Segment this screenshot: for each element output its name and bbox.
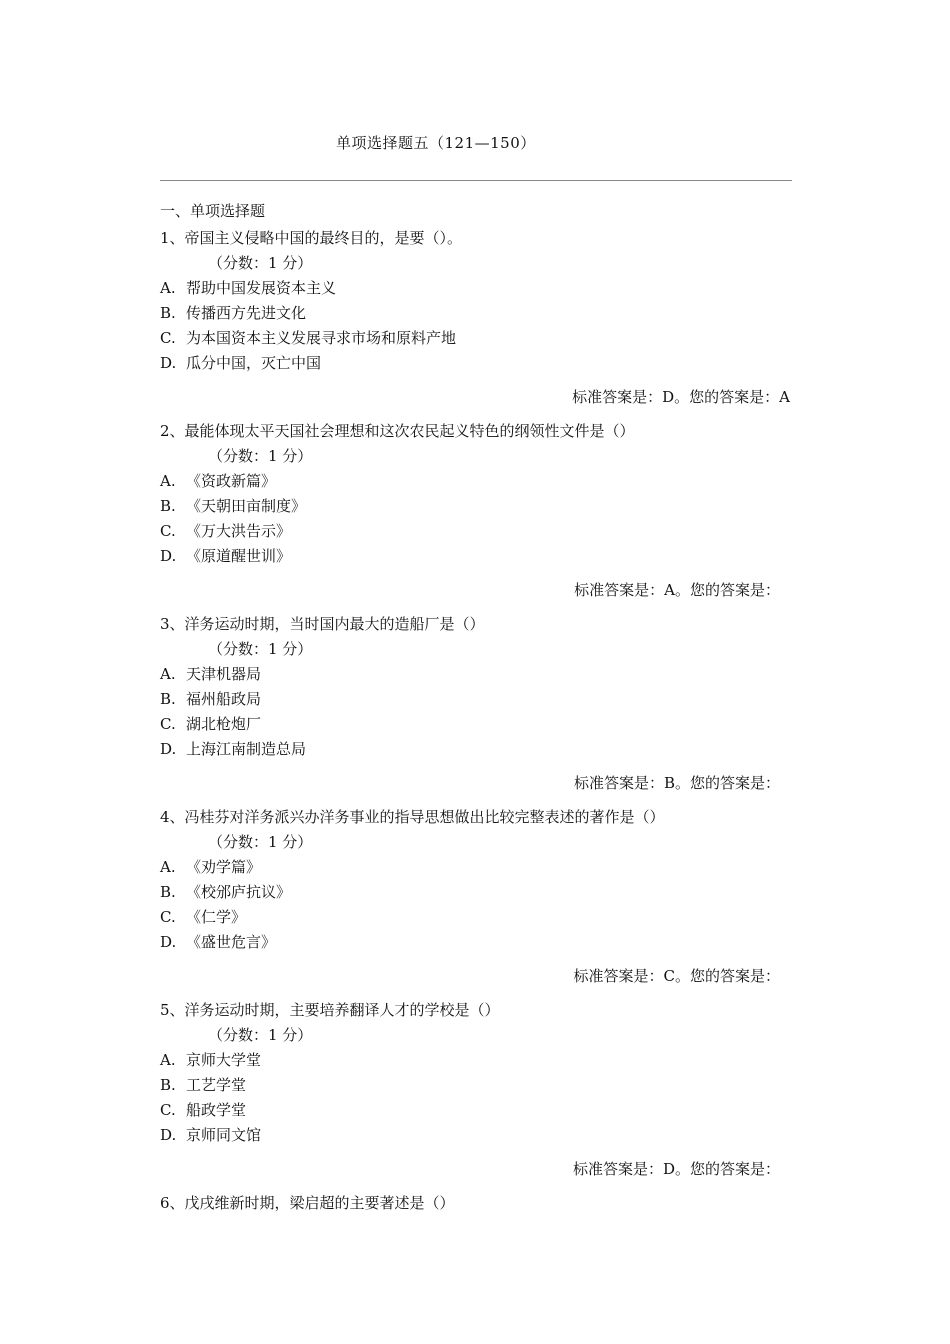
- option-text: 《万大洪告示》: [186, 522, 292, 540]
- option-text: 《劝学篇》: [186, 858, 262, 876]
- option-letter: D.: [160, 354, 177, 372]
- answer-line: 标准答案是：A。您的答案是：: [574, 581, 780, 599]
- option-letter: C.: [160, 522, 176, 540]
- question-score: （分数：1 分）: [208, 254, 313, 272]
- answer-line: 标准答案是：C。您的答案是：: [573, 967, 780, 985]
- option-text: 为本国资本主义发展寻求市场和原料产地: [186, 329, 457, 347]
- question-text: 2、最能体现太平天国社会理想和这次农民起义特色的纲领性文件是（）: [160, 422, 635, 440]
- option-a: [160, 471, 792, 496]
- option-a: [160, 664, 792, 689]
- option-letter: A.: [160, 472, 176, 490]
- option-text: 湖北枪炮厂: [186, 715, 262, 733]
- option-letter: C.: [160, 329, 176, 347]
- option-text: 《资政新篇》: [186, 472, 277, 490]
- option-letter: D.: [160, 547, 177, 565]
- option-c: [160, 714, 792, 739]
- option-letter: D.: [160, 740, 177, 758]
- question-text: 4、冯桂芬对洋务派兴办洋务事业的指导思想做出比较完整表述的著作是（）: [160, 808, 665, 826]
- option-text: 天津机器局: [186, 665, 262, 683]
- option-text: 瓜分中国，灭亡中国: [186, 354, 322, 372]
- answer-line: 标准答案是：D。您的答案是：A: [572, 388, 790, 406]
- option-d: [160, 739, 792, 764]
- option-letter: A.: [160, 665, 176, 683]
- option-text: 工艺学堂: [186, 1076, 247, 1094]
- option-b: [160, 689, 792, 714]
- question-1: [160, 228, 792, 421]
- option-letter: C.: [160, 1101, 176, 1119]
- option-text: 传播西方先进文化: [186, 304, 307, 322]
- question-text: 6、戊戌维新时期，梁启超的主要著述是（）: [160, 1194, 455, 1212]
- option-letter: A.: [160, 858, 176, 876]
- question-2: [160, 421, 792, 614]
- question-list: [160, 228, 792, 1218]
- option-text: 船政学堂: [186, 1101, 247, 1119]
- option-a: [160, 278, 792, 303]
- question-5: [160, 1000, 792, 1193]
- option-text: 《校邠庐抗议》: [186, 883, 292, 901]
- question-text: 5、洋务运动时期，主要培养翻译人才的学校是（）: [160, 1001, 500, 1019]
- question-score: （分数：1 分）: [208, 640, 313, 658]
- option-a: [160, 857, 792, 882]
- question-score: （分数：1 分）: [208, 447, 313, 465]
- option-a: [160, 1050, 792, 1075]
- option-text: 《盛世危言》: [186, 933, 277, 951]
- option-letter: B.: [160, 1076, 176, 1094]
- option-text: 《仁学》: [186, 908, 247, 926]
- option-text: 《原道醒世训》: [186, 547, 292, 565]
- option-letter: C.: [160, 908, 176, 926]
- question-text: 1、帝国主义侵略中国的最终目的，是要（）。: [160, 229, 463, 247]
- option-text: 京师同文馆: [186, 1126, 262, 1144]
- question-score: （分数：1 分）: [208, 1026, 313, 1044]
- option-text: 《天朝田亩制度》: [186, 497, 307, 515]
- option-c: [160, 1100, 792, 1125]
- answer-line: 标准答案是：B。您的答案是：: [573, 774, 780, 792]
- option-b: [160, 882, 792, 907]
- option-text: 帮助中国发展资本主义: [186, 279, 337, 297]
- option-letter: A.: [160, 279, 176, 297]
- option-letter: B.: [160, 883, 176, 901]
- option-d: [160, 546, 792, 571]
- option-text: 京师大学堂: [186, 1051, 262, 1069]
- option-letter: B.: [160, 304, 176, 322]
- option-b: [160, 496, 792, 521]
- option-c: [160, 328, 792, 353]
- option-letter: D.: [160, 933, 177, 951]
- question-3: [160, 614, 792, 807]
- option-letter: B.: [160, 497, 176, 515]
- title-divider: [160, 180, 792, 181]
- document-page: [160, 0, 792, 1344]
- option-b: [160, 303, 792, 328]
- option-text: 福州船政局: [186, 690, 262, 708]
- question-4: [160, 807, 792, 1000]
- section-heading: 一、单项选择题: [160, 202, 266, 220]
- answer-line: 标准答案是：D。您的答案是：: [572, 1160, 780, 1178]
- option-letter: C.: [160, 715, 176, 733]
- question-score: （分数：1 分）: [208, 833, 313, 851]
- document-title: 单项选择题五（121—150）: [336, 134, 536, 152]
- option-d: [160, 932, 792, 957]
- option-c: [160, 521, 792, 546]
- option-letter: D.: [160, 1126, 177, 1144]
- option-letter: A.: [160, 1051, 176, 1069]
- option-letter: B.: [160, 690, 176, 708]
- option-c: [160, 907, 792, 932]
- question-6: [160, 1193, 792, 1218]
- option-text: 上海江南制造总局: [186, 740, 307, 758]
- option-d: [160, 1125, 792, 1150]
- question-text: 3、洋务运动时期，当时国内最大的造船厂是（）: [160, 615, 485, 633]
- option-d: [160, 353, 792, 378]
- option-b: [160, 1075, 792, 1100]
